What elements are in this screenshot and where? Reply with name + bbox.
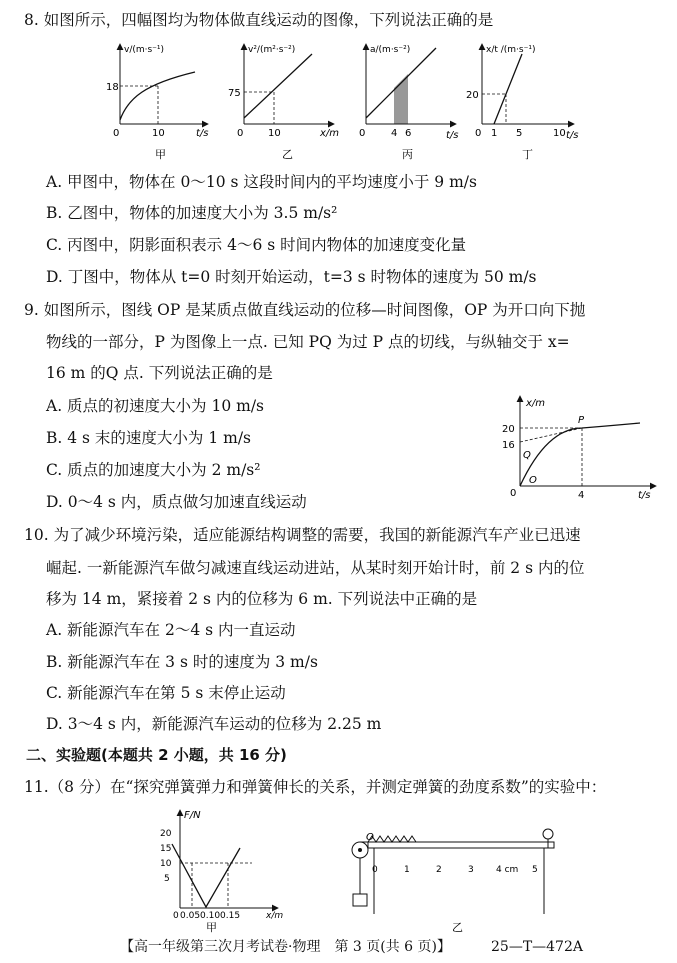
jia-origin: 0 bbox=[113, 128, 120, 139]
q9-point-q: Q bbox=[523, 450, 531, 461]
q8-option-a: A. 甲图中，物体在 0～10 s 这段时间内的平均速度小于 9 m/s bbox=[46, 173, 477, 191]
q9-xlabel: t/s bbox=[638, 490, 651, 501]
yi-ytick: 75 bbox=[228, 88, 241, 99]
fig-a-ytick-10: 10 bbox=[160, 859, 172, 869]
yi-xtick: 10 bbox=[268, 128, 281, 139]
ding-ytick: 20 bbox=[466, 90, 479, 101]
q10-option-a: A. 新能源汽车在 2～4 s 内一直运动 bbox=[46, 621, 296, 639]
fig-b-caption: 乙 bbox=[452, 921, 463, 934]
q8-stem: 8. 如图所示，四幅图均为物体做直线运动的图像，下列说法正确的是 bbox=[24, 11, 494, 29]
q9-option-c: C. 质点的加速度大小为 2 m/s² bbox=[46, 461, 261, 479]
q10-option-c: C. 新能源汽车在第 5 s 末停止运动 bbox=[46, 684, 286, 702]
fig-bing bbox=[359, 44, 459, 161]
q8-option-b: B. 乙图中，物体的加速度大小为 3.5 m/s² bbox=[46, 204, 338, 222]
ding-caption: 丁 bbox=[522, 148, 533, 161]
q9-ylabel: x/m bbox=[526, 398, 546, 409]
bing-ylabel: a/(m·s⁻²) bbox=[370, 45, 411, 55]
jia-xlabel: t/s bbox=[196, 128, 209, 139]
fig-b-tick-2: 2 bbox=[436, 865, 442, 875]
q9-origin: 0 bbox=[510, 488, 517, 499]
fig-b-tick-5: 5 bbox=[532, 865, 538, 875]
q9-stem-line-2: 物线的一部分，P 为图像上一点. 已知 PQ 为过 P 点的切线，与纵轴交于 x= bbox=[46, 333, 570, 351]
jia-caption: 甲 bbox=[155, 148, 166, 161]
fig-a-ylabel: F/N bbox=[184, 810, 201, 821]
bing-caption: 丙 bbox=[402, 148, 413, 161]
jia-ytick: 18 bbox=[106, 82, 119, 93]
ding-ylabel: x/t /(m·s⁻¹) bbox=[486, 45, 536, 55]
shaded-area bbox=[394, 74, 408, 124]
q9-point-o: O bbox=[529, 475, 537, 486]
fig-a-xtick-015: 0.15 bbox=[220, 911, 241, 921]
fig-a-ytick-5: 5 bbox=[164, 874, 170, 884]
q9-option-d: D. 0～4 s 内，质点做匀加速直线运动 bbox=[46, 493, 307, 511]
q9-option-b: B. 4 s 末的速度大小为 1 m/s bbox=[46, 429, 252, 447]
fig-a-xlabel: x/m bbox=[266, 911, 284, 921]
q9-figure bbox=[492, 390, 662, 505]
q10-stem-line-1: 10. 为了减少环境污染，适应能源结构调整的需要，我国的新能源汽车产业已迅速 bbox=[24, 526, 581, 544]
ding-origin: 0 bbox=[475, 128, 482, 139]
bing-origin: 0 bbox=[359, 128, 366, 139]
spring bbox=[368, 836, 416, 842]
yi-ylabel: v²/(m²·s⁻²) bbox=[248, 45, 296, 55]
fig-a-caption: 甲 bbox=[206, 921, 217, 934]
yi-caption: 乙 bbox=[282, 148, 293, 161]
q9-stem-line-3: 16 m 的Q 点. 下列说法正确的是 bbox=[46, 364, 273, 382]
q9-point-p: P bbox=[578, 415, 585, 426]
fig-b-label-o: O bbox=[366, 832, 374, 843]
line-ding bbox=[494, 54, 522, 124]
ding-xtick-5: 5 bbox=[516, 128, 523, 139]
footer-text: 【高一年级第三次月考试卷·物理 第 3 页(共 6 页)】 bbox=[120, 939, 451, 955]
fig-ding bbox=[466, 44, 579, 161]
q10-option-b: B. 新能源汽车在 3 s 时的速度为 3 m/s bbox=[46, 653, 318, 671]
curve-op bbox=[520, 423, 640, 486]
fig-a-xtick-005: 0.05 bbox=[180, 911, 201, 921]
q11-stem: 11.（8 分）在“探究弹簧弹力和弹簧伸长的关系，并测定弹簧的劲度系数”的实验中： bbox=[24, 778, 607, 796]
q11-figure-a bbox=[140, 804, 300, 934]
fig-a-origin: 0 bbox=[173, 911, 179, 921]
yi-xlabel: x/m bbox=[320, 128, 340, 139]
fx-graph bbox=[172, 844, 240, 907]
q9-ytick-16: 16 bbox=[502, 440, 515, 451]
q9-stem-line-1: 9. 如图所示，图线 OP 是某质点做直线运动的位移—时间图像，OP 为开口向下抛 bbox=[24, 301, 586, 319]
q8-option-c: C. 丙图中，阴影面积表示 4～6 s 时间内物体的加速度变化量 bbox=[46, 236, 467, 254]
section-heading: 二、实验题(本题共 2 小题，共 16 分) bbox=[26, 746, 287, 764]
curve-jia bbox=[120, 72, 195, 120]
jia-xtick: 10 bbox=[152, 128, 165, 139]
page-footer bbox=[120, 936, 583, 956]
q11-figure-b bbox=[348, 804, 558, 934]
fig-b-tick-3: 3 bbox=[468, 865, 474, 875]
bing-xlabel: t/s bbox=[446, 130, 459, 141]
ding-xlabel: t/s bbox=[566, 130, 579, 141]
q10-stem-line-2: 崛起. 一新能源汽车做匀减速直线运动进站，从某时刻开始计时，前 2 s 内的位 bbox=[46, 559, 585, 577]
jia-ylabel: v/(m·s⁻¹) bbox=[124, 45, 165, 55]
yi-origin: 0 bbox=[237, 128, 244, 139]
bing-xtick-6: 6 bbox=[405, 128, 412, 139]
fig-a-xtick-010: 0.10 bbox=[200, 911, 221, 921]
fig-yi bbox=[228, 44, 339, 161]
fig-b-tick-1: 1 bbox=[404, 865, 410, 875]
q10-option-d: D. 3～4 s 内，新能源汽车运动的位移为 2.25 m bbox=[46, 715, 382, 733]
q10-stem-line-3: 移为 14 m，紧接着 2 s 内的位移为 6 m. 下列说法中正确的是 bbox=[46, 590, 478, 608]
weight bbox=[353, 894, 367, 906]
fig-jia bbox=[106, 44, 209, 161]
fig-a-ytick-20: 20 bbox=[160, 829, 172, 839]
ding-xtick-1: 1 bbox=[491, 128, 498, 139]
fig-b-tick-4: 4 cm bbox=[496, 865, 519, 875]
footer-code: 25—T—472A bbox=[491, 939, 583, 955]
line-yi bbox=[244, 54, 312, 118]
q8-option-d: D. 丁图中，物体从 t=0 时刻开始运动，t=3 s 时物体的速度为 50 m/s bbox=[46, 268, 537, 286]
q9-ytick-20: 20 bbox=[502, 424, 515, 435]
q9-option-a: A. 质点的初速度大小为 10 m/s bbox=[46, 397, 264, 415]
fig-b-tick-0: 0 bbox=[372, 865, 378, 875]
fig-a-ytick-15: 15 bbox=[160, 844, 172, 854]
bing-xtick-4: 4 bbox=[391, 128, 398, 139]
q9-xtick: 4 bbox=[578, 490, 585, 501]
ding-xtick-10: 10 bbox=[553, 128, 566, 139]
